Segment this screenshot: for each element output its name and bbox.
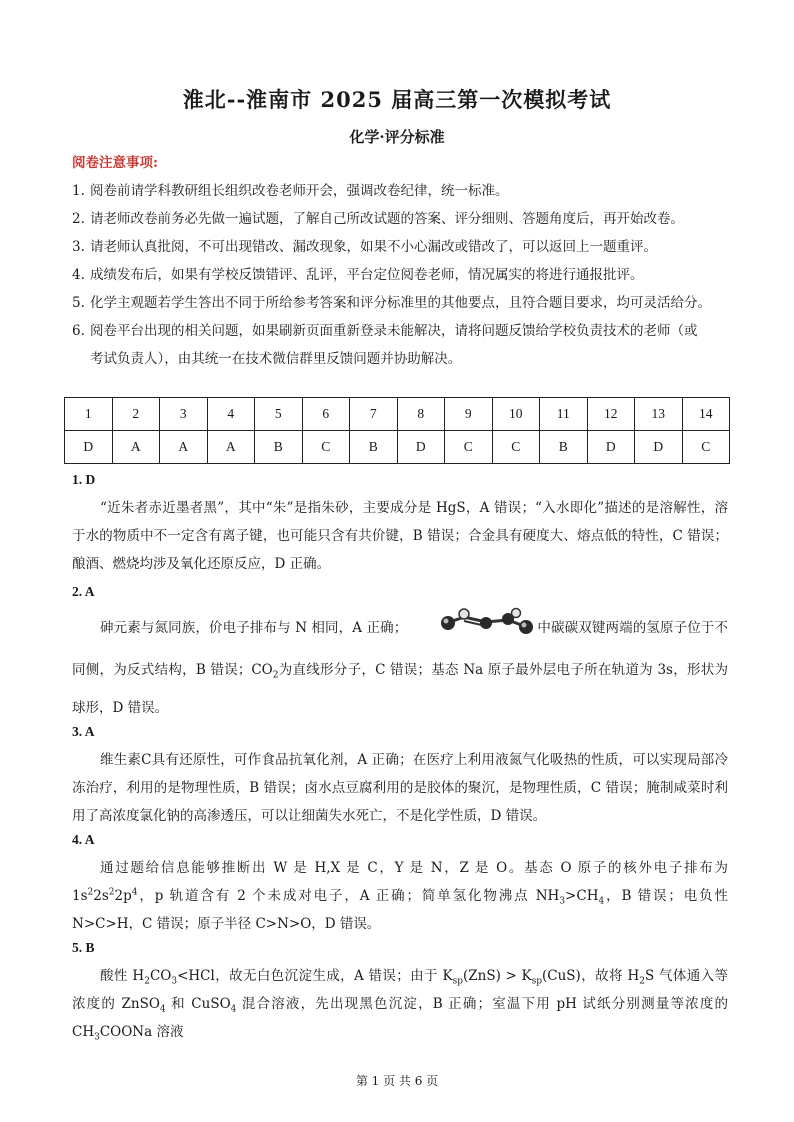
explanation-text: 砷元素与氮同族，价电子排布与 N 相同，A 正确； [100, 620, 408, 636]
answer-number-cell: 4 [207, 398, 255, 431]
explanation-text: >CH [565, 888, 599, 904]
question-4 [72, 826, 728, 938]
page-subtitle: 化学·评分标准 [349, 128, 445, 146]
subscript: 3 [94, 1032, 100, 1043]
answer-key-cell: D [65, 431, 113, 464]
answer-key-cell: D [397, 431, 445, 464]
question-explanation [72, 854, 728, 938]
answer-key-cell: C [302, 431, 350, 464]
answer-key-cell: B [350, 431, 398, 464]
explanation-text: <HCl，故无白色沉淀生成，A 错误；由于 K [177, 968, 453, 984]
answer-key-cell: A [160, 431, 208, 464]
explanation-text: 2p [114, 888, 132, 904]
explanation-text: 为直线形分子，C 错误；基态 Na 原子最外层电子所在轨道为 3s，形状为球形，D 错误。 [72, 662, 729, 716]
superscript: 4 [131, 887, 138, 898]
notice-list [72, 177, 732, 373]
answer-key-cell: A [207, 431, 255, 464]
answer-number-cell: 9 [445, 398, 493, 431]
answer-number-cell: 2 [112, 398, 160, 431]
answer-number-cell: 1 [65, 398, 113, 431]
notice-num: 3. [72, 239, 85, 255]
question-5 [72, 934, 728, 1046]
notice-text: 请老师认真批阅，不可出现错改、漏改现象，如果不小心漏改或错改了，可以返回上一题重评。 [90, 239, 657, 255]
answer-key-cell: C [682, 431, 730, 464]
question-head: 2. A [72, 584, 95, 599]
answer-number-cell: 5 [255, 398, 303, 431]
subscript: 3 [559, 896, 566, 907]
subscript: sp [531, 976, 543, 987]
answer-number-cell: 8 [397, 398, 445, 431]
question-1 [72, 466, 728, 578]
subscript: 2 [639, 976, 646, 987]
explanation-text: COONa 溶液 [99, 1024, 184, 1040]
notice-text: 阅卷平台出现的相关问题，如果刷新页面重新登录未能解决，请将问题反馈给学校负责技术的老师（或 [90, 323, 698, 339]
subscript: sp [452, 976, 464, 987]
notice-num: 5. [72, 295, 85, 311]
question-2 [72, 578, 728, 727]
notice-num: 6. [72, 323, 85, 339]
explanation-text: CO [149, 968, 172, 984]
subscript: 4 [159, 1004, 166, 1015]
answer-key-cell: D [635, 431, 683, 464]
notice-item [72, 289, 732, 317]
notice-text: 阅卷前请学科教研组长组织改卷老师开会，强调改卷纪律，统一标准。 [90, 183, 509, 199]
explanation-text: 酸性 H [100, 968, 145, 984]
answer-number-cell: 12 [587, 398, 635, 431]
answer-number-cell: 14 [682, 398, 730, 431]
explanation-text: (ZnS) > K [463, 968, 532, 984]
question-explanation: “近朱者赤近墨者黑”，其中“朱”是指朱砂，主要成分是 HgS，A 错误；“入水即化”描述的是溶解性，溶于水的物质中不一定含有离子键，也可能只含有共价键，B 错误；合金具有硬度大、熔点低的特性，C 错误；酿酒、燃烧均涉及氧化还原反应，D 正确。 [72, 500, 728, 572]
notice-item [72, 261, 732, 289]
notice-num: 4. [72, 267, 85, 283]
answer-number-cell: 13 [635, 398, 683, 431]
question-head: 1. D [72, 472, 96, 487]
answer-key-cell: D [587, 431, 635, 464]
answer-key-cell: C [492, 431, 540, 464]
question-head: 4. A [72, 832, 95, 847]
subscript: 3 [171, 976, 178, 987]
question-head: 3. A [72, 724, 95, 739]
page-footer: 第 1 页 共 6 页 [355, 1074, 439, 1088]
answer-table [64, 397, 730, 464]
answer-key-cell: C [445, 431, 493, 464]
explanation-text: (CuS)，故将 H [542, 968, 640, 984]
explanation-text: S 气体通入等浓度的 ZnSO [72, 968, 728, 1012]
subscript: 4 [598, 896, 605, 907]
notice-text: 化学主观题若学生答出不同于所给参考答案和评分标准里的其他要点，且符合题目要求，均可灵活给分。 [90, 295, 711, 311]
question-head: 5. B [72, 940, 95, 955]
notice-text: 请老师改卷前务必先做一遍试题，了解自己所改试题的答案、评分细则、答题角度后，再开始改卷。 [90, 211, 684, 227]
superscript: 2 [87, 887, 94, 898]
answer-number-cell: 10 [492, 398, 540, 431]
explanation-text: 混合溶液，先出现黑色沉淀，B 正确；室温下用 pH 试纸分别测量等浓度的 CH [72, 996, 729, 1040]
notice-item [72, 177, 732, 205]
answer-number-row [65, 398, 730, 431]
subscript: 4 [230, 1004, 237, 1015]
explanation-text: 和 CuSO [165, 996, 231, 1012]
notice-heading: 阅卷注意事项: [72, 155, 158, 171]
notice-text: 成绩发布后，如果有学校反馈错评、乱评，平台定位阅卷老师，情况属实的将进行通报批评。 [90, 267, 644, 283]
notice-item [72, 317, 732, 345]
explanation-text: 中碳碳双键两端的氢原子位于不同侧，为反式结构，B 错误；CO [72, 620, 729, 678]
question-3 [72, 718, 728, 830]
answer-key-cell: B [255, 431, 303, 464]
answer-key-cell: A [112, 431, 160, 464]
answer-number-cell: 11 [540, 398, 588, 431]
notice-continuation: 考试负责人），由其统一在技术微信群里反馈问题并协助解决。 [90, 351, 462, 367]
question-explanation [72, 606, 728, 727]
page-title: 淮北--淮南市 2025 届高三第一次模拟考试 [182, 87, 612, 112]
answer-number-cell: 6 [302, 398, 350, 431]
explanation-text: 2s [93, 888, 109, 904]
answer-number-cell: 7 [350, 398, 398, 431]
explanation-text: ，p 轨道含有 2 个未成对电子，A 正确；简单氢化物沸点 NH [137, 888, 560, 904]
answer-key-cell: B [540, 431, 588, 464]
notice-num: 2. [72, 211, 85, 227]
question-explanation [72, 962, 728, 1046]
notice-item [72, 233, 732, 261]
notice-item [72, 205, 732, 233]
superscript: 2 [108, 887, 115, 898]
subscript: 2 [144, 976, 150, 987]
answer-key-row [65, 431, 730, 464]
subscript: 2 [272, 670, 279, 681]
ball-and-stick-molecule-image [410, 606, 534, 651]
explanation-text: ，B 错误；电负性 N>C>H，C 错误；原子半径 C>N>O，D 错误。 [72, 888, 728, 932]
answer-number-cell: 3 [160, 398, 208, 431]
question-explanation: 维生素C具有还原性，可作食品抗氧化剂，A 正确；在医疗上利用液氮气化吸热的性质，可以实现局部冷冻治疗，利用的是物理性质，B 错误；卤水点豆腐利用的是胶体的聚沉，是物理性质，C 错误；腌制咸菜时利用了高浓度氯化钠的高渗透压，可以让细菌失水死亡，不是化学性质，D 错误。 [72, 752, 728, 824]
explanation-text: 通过题给信息能够推断出 W 是 H,X 是 C，Y 是 N，Z 是 O。基态 O 原子的核外电子排布为 1s [72, 860, 728, 904]
notice-num: 1. [72, 183, 85, 199]
